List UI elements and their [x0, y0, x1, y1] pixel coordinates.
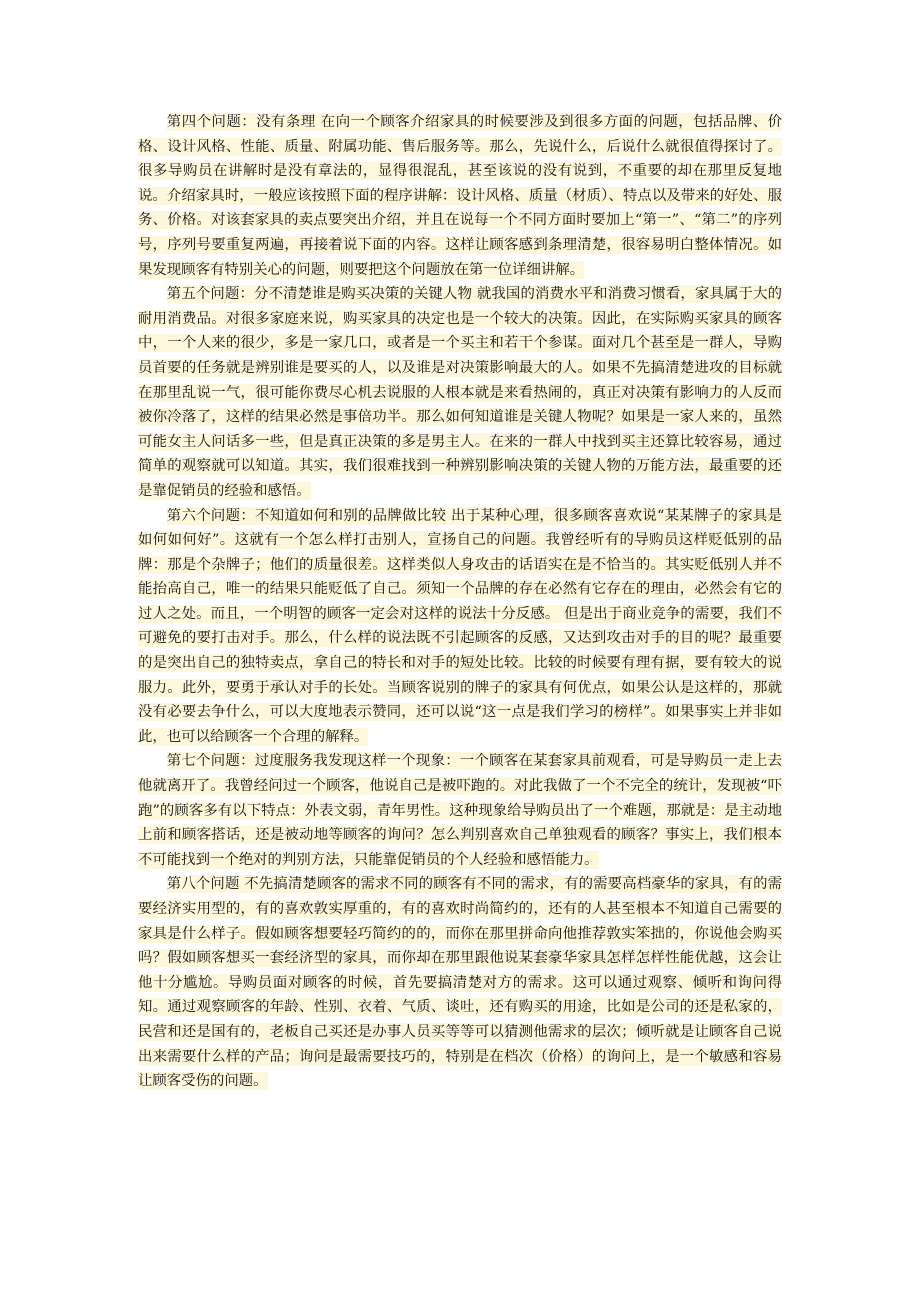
paragraph-5th-problem — [138, 282, 782, 503]
paragraph-7th-problem — [138, 749, 782, 872]
paragraph-text: 第四个问题：没有条理 在向一个顾客介绍家具的时候要涉及到很多方面的问题，包括品牌、价格、设计风格、性能、质量、附属功能、售后服务等。那么，先说什么，后说什么就很值得探讨了。很多导购员在讲解时是没有章法的，显得很混乱，甚至该说的没有说到，不重要的却在那里反复地说。介绍家具时，一般应该按照下面的程序讲解：设计风格、质量（材质）、特点以及带来的好处、服务、价格。对该套家具的卖点要突出介绍，并且在说每一个不同方面时要加上“第一”、“第二”的序列号，序列号要重复两遍，再接着说下面的内容。这样让顾客感到条理清楚，很容易明白整体情况。如果发现顾客有特别关心的问题，则要把这个问题放在第一位详细讲解。 — [138, 114, 782, 278]
paragraph-text: 第八个问题 不先搞清楚顾客的需求不同的顾客有不同的需求，有的需要高档豪华的家具，有的需要经济实用型的，有的喜欢敦实厚重的，有的喜欢时尚简约的，还有的人甚至根本不知道自己需要的家具是什么样子。假如顾客想要轻巧简约的的，而你在那里拼命向他推荐敦实笨拙的，你说他会购买吗？假如顾客想买一套经济型的家具，而你却在那里跟他说某套豪华家具怎样怎样性能优越，这会让他十分尴尬。导购员面对顾客的时候，首先要搞清楚对方的需求。这可以通过观察、倾听和询问得知。通过观察顾客的年龄、性别、衣着、气质、谈吐，还有购买的用途，比如是公司的还是私家的，民营和还是国有的，老板自己买还是办事人员买等等可以猜测他需求的层次；倾听就是让顾客自己说出来需要什么样的产品；询问是最需要技巧的，特别是在档次（价格）的询问上，是一个敏感和容易让顾客受伤的问题。 — [138, 876, 782, 1090]
paragraph-text: 第七个问题：过度服务我发现这样一个现象：一个顾客在某套家具前观看，可是导购员一走上去他就离开了。我曾经问过一个顾客，他说自己是被吓跑的。对此我做了一个不完全的统计，发现被“吓跑”的顾客多有以下特点：外表文弱，青年男性。这种现象给导购员出了一个难题，那就是：是主动地上前和顾客搭话，还是被动地等顾客的询问？怎么判别喜欢自己单独观看的顾客？事实上，我们根本不可能找到一个绝对的判别方法，只能靠促销员的个人经验和感悟能力。 — [138, 753, 782, 868]
paragraph-text: 第六个问题：不知道如何和别的品牌做比较 出于某种心理，很多顾客喜欢说“某某牌子的家具是如何如何好”。这就有一个怎么样打击别人，宣扬自己的问题。我曾经听有的导购员这样贬低别的品牌：那是个杂牌子；他们的质量很差。这样类似人身攻击的话语实在是不恰当的。其实贬低别人并不能抬高自己，唯一的结果只能贬低了自己。须知一个品牌的存在必然有它存在的理由，必然会有它的过人之处。而且，一个明智的顾客一定会对这样的说法十分反感。 但是出于商业竞争的需要，我们不可避免的要打击对手。那么，什么样的说法既不引起顾客的反感，又达到攻击对手的目的呢？最重要的是突出自己的独特卖点，拿自己的特长和对手的短处比较。比较的时候要有理有据，要有较大的说服力。此外，要勇于承认对手的长处。当顾客说别的牌子的家具有何优点，如果公认是这样的，那就没有必要去争什么，可以大度地表示赞同，还可以说“这一点是我们学习的榜样”。如果事实上并非如此，也可以给顾客一个合理的解释。 — [138, 507, 782, 745]
paragraph-4th-problem — [138, 110, 782, 282]
paragraph-8th-problem — [138, 872, 782, 1093]
document-page — [138, 110, 782, 1094]
paragraph-6th-problem — [138, 504, 782, 750]
paragraph-text: 第五个问题：分不清楚谁是购买决策的关键人物 就我国的消费水平和消费习惯看，家具属于大的耐用消费品。对很多家庭来说，购买家具的决定也是一个较大的决策。因此，在实际购买家具的顾客中，一个人来的很少，多是一家几口，或者是一个买主和若干个参谋。面对几个甚至是一群人，导购员首要的任务就是辨别谁是要买的人，以及谁是对决策影响最大的人。如果不先搞清楚进攻的目标就在那里乱说一气，很可能你费尽心机去说服的人根本就是来看热闹的，真正对决策有影响力的人反而被你冷落了，这样的结果必然是事倍功半。那么如何知道谁是关键人物呢？如果是一家人来的，虽然可能女主人问话多一些，但是真正决策的多是男主人。在来的一群人中找到买主还算比较容易，通过简单的观察就可以知道。其实，我们很难找到一种辨别影响决策的关键人物的万能方法，最重要的还是靠促销员的经验和感悟。 — [138, 286, 782, 499]
